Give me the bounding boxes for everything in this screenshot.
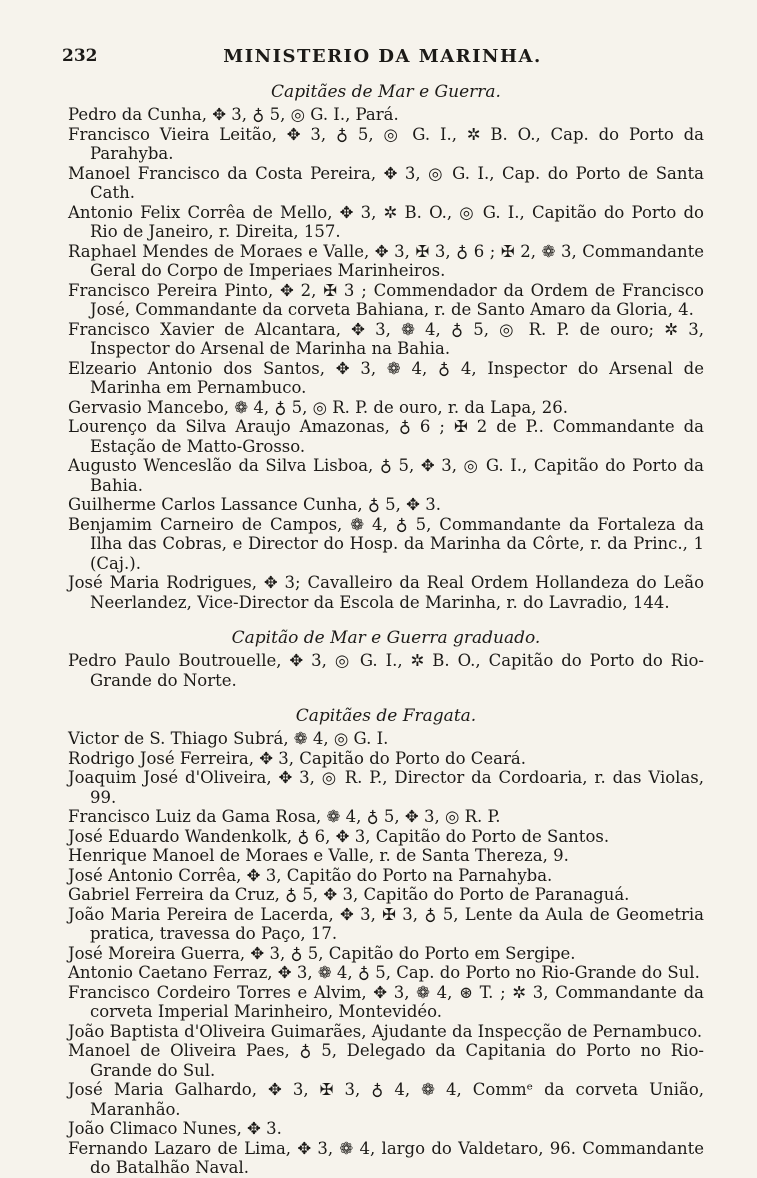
list-item: Victor de S. Thiago Subrá, ❁ 4, ◎ G. I. (68, 729, 389, 748)
list-item: Francisco Vieira Leitão, ✥ 3, ♁ 5, ◎ G. I., ✲ B. O., Cap. do Porto da Parahyba. (68, 124, 704, 163)
list-item: Antonio Caetano Ferraz, ✥ 3, ❁ 4, ♁ 5, Cap. do Porto no Rio-Grande do Sul. (68, 963, 700, 982)
list-item: Francisco Xavier de Alcantara, ✥ 3, ❁ 4, ♁ 5, ◎ R. P. de ouro; ✲ 3, Inspector do Arsenal de Marinha na Bahia. (68, 319, 704, 358)
list-item: José Moreira Guerra, ✥ 3, ♁ 5, Capitão do Porto em Sergipe. (68, 943, 576, 963)
list-item: Francisco Pereira Pinto, ✥ 2, ✠ 3 ; Commendador da Ordem de Francisco José, Commandante da corveta Bahiana, r. de Santo Amaro da Gloria, 4. (68, 280, 704, 319)
running-title: MINISTERIO DA MARINHA. (223, 46, 542, 67)
list-item: Joaquim José d'Oliveira, ✥ 3, ◎ R. P., Director da Cordoaria, r. das Violas, 99. (68, 768, 704, 807)
section-title-capitao-graduado: Capitão de Mar e Guerra graduado. (231, 628, 541, 648)
list-item: José Maria Rodrigues, ✥ 3; Cavalleiro da Real Ordem Hollandeza do Leão Neerlandez, Vice-Director da Escola de Marinha, r. do Lavradio, 144. (68, 573, 704, 612)
section-title-capitaes-fragata: Capitães de Fragata. (295, 706, 477, 726)
list-item: Augusto Wenceslão da Silva Lisboa, ♁ 5, ✥ 3, ◎ G. I., Capitão do Porto da Bahia. (68, 456, 704, 495)
list-item: Antonio Felix Corrêa de Mello, ✥ 3, ✲ B. O., ◎ G. I., Capitão do Porto do Rio de Janeiro, r. Direita, 157. (68, 202, 704, 241)
list-item: José Maria Galhardo, ✥ 3, ✠ 3, ♁ 4, ❁ 4, Commᵉ da corveta União, Maranhão. (68, 1080, 704, 1119)
list-item: Pedro Paulo Boutrouelle, ✥ 3, ◎ G. I., ✲ B. O., Capitão do Porto do Rio-Grande do Norte. (68, 651, 704, 690)
list-item: José Eduardo Wandenkolk, ♁ 6, ✥ 3, Capitão do Porto de Santos. (68, 826, 610, 846)
list-item: Guilherme Carlos Lassance Cunha, ♁ 5, ✥ 3. (68, 495, 441, 514)
list-item: Benjamim Carneiro de Campos, ❁ 4, ♁ 5, Commandante da Fortaleza da Ilha das Cobras, e Director do Hosp. da Marinha da Côrte, r. da Princ., 1 (Caj.). (68, 514, 704, 573)
list-item: Gervasio Mancebo, ❁ 4, ♁ 5, ◎ R. P. de ouro, r. da Lapa, 26. (68, 397, 568, 417)
page-header (60, 46, 705, 76)
list-item: Raphael Mendes de Moraes e Valle, ✥ 3, ✠ 3, ♁ 6 ; ✠ 2, ❁ 3, Commandante Geral do Corpo de Imperiaes Marinheiros. (68, 241, 704, 280)
list-item: Gabriel Ferreira da Cruz, ♁ 5, ✥ 3, Capitão do Porto de Paranaguá. (68, 885, 630, 904)
register-content (68, 82, 704, 1178)
list-item: João Baptista d'Oliveira Guimarães, Ajudante da Inspecção de Pernambuco. (68, 1021, 703, 1041)
list-item: Henrique Manoel de Moraes e Valle, r. de Santa Thereza, 9. (68, 846, 569, 865)
page-number: 232 (62, 46, 98, 66)
list-item: Francisco Luiz da Gama Rosa, ❁ 4, ♁ 5, ✥ 3, ◎ R. P. (68, 807, 501, 826)
list-item: Manoel de Oliveira Paes, ♁ 5, Delegado da Capitania do Porto no Rio-Grande do Sul. (68, 1041, 704, 1080)
list-item: João Climaco Nunes, ✥ 3. (68, 1119, 282, 1138)
list-item: Elzeario Antonio dos Santos, ✥ 3, ❁ 4, ♁ 4, Inspector do Arsenal de Marinha em Pernambuco. (68, 358, 704, 397)
list-item: José Antonio Corrêa, ✥ 3, Capitão do Porto na Parnahyba. (68, 865, 553, 885)
list-item: Pedro da Cunha, ✥ 3, ♁ 5, ◎ G. I., Pará. (68, 105, 399, 124)
list-item: Francisco Cordeiro Torres e Alvim, ✥ 3, ❁ 4, ⊛ T. ; ✲ 3, Commandante da corveta Imperial Marinheiro, Montevidéo. (68, 982, 704, 1021)
list-item: Lourenço da Silva Araujo Amazonas, ♁ 6 ; ✠ 2 de P.. Commandante da Estação de Matto-Grosso. (68, 417, 704, 456)
list-item: Fernando Lazaro de Lima, ✥ 3, ❁ 4, largo do Valdetaro, 96. Commandante do Batalhão Naval. (68, 1138, 704, 1177)
list-item: Rodrigo José Ferreira, ✥ 3, Capitão do Porto do Ceará. (68, 748, 526, 768)
list-item: João Maria Pereira de Lacerda, ✥ 3, ✠ 3, ♁ 5, Lente da Aula de Geometria pratica, travessa do Paço, 17. (68, 904, 704, 943)
list-item: Manoel Francisco da Costa Pereira, ✥ 3, ◎ G. I., Cap. do Porto de Santa Cath. (68, 163, 704, 202)
section-title-capitaes-mar-guerra: Capitães de Mar e Guerra. (271, 82, 501, 102)
